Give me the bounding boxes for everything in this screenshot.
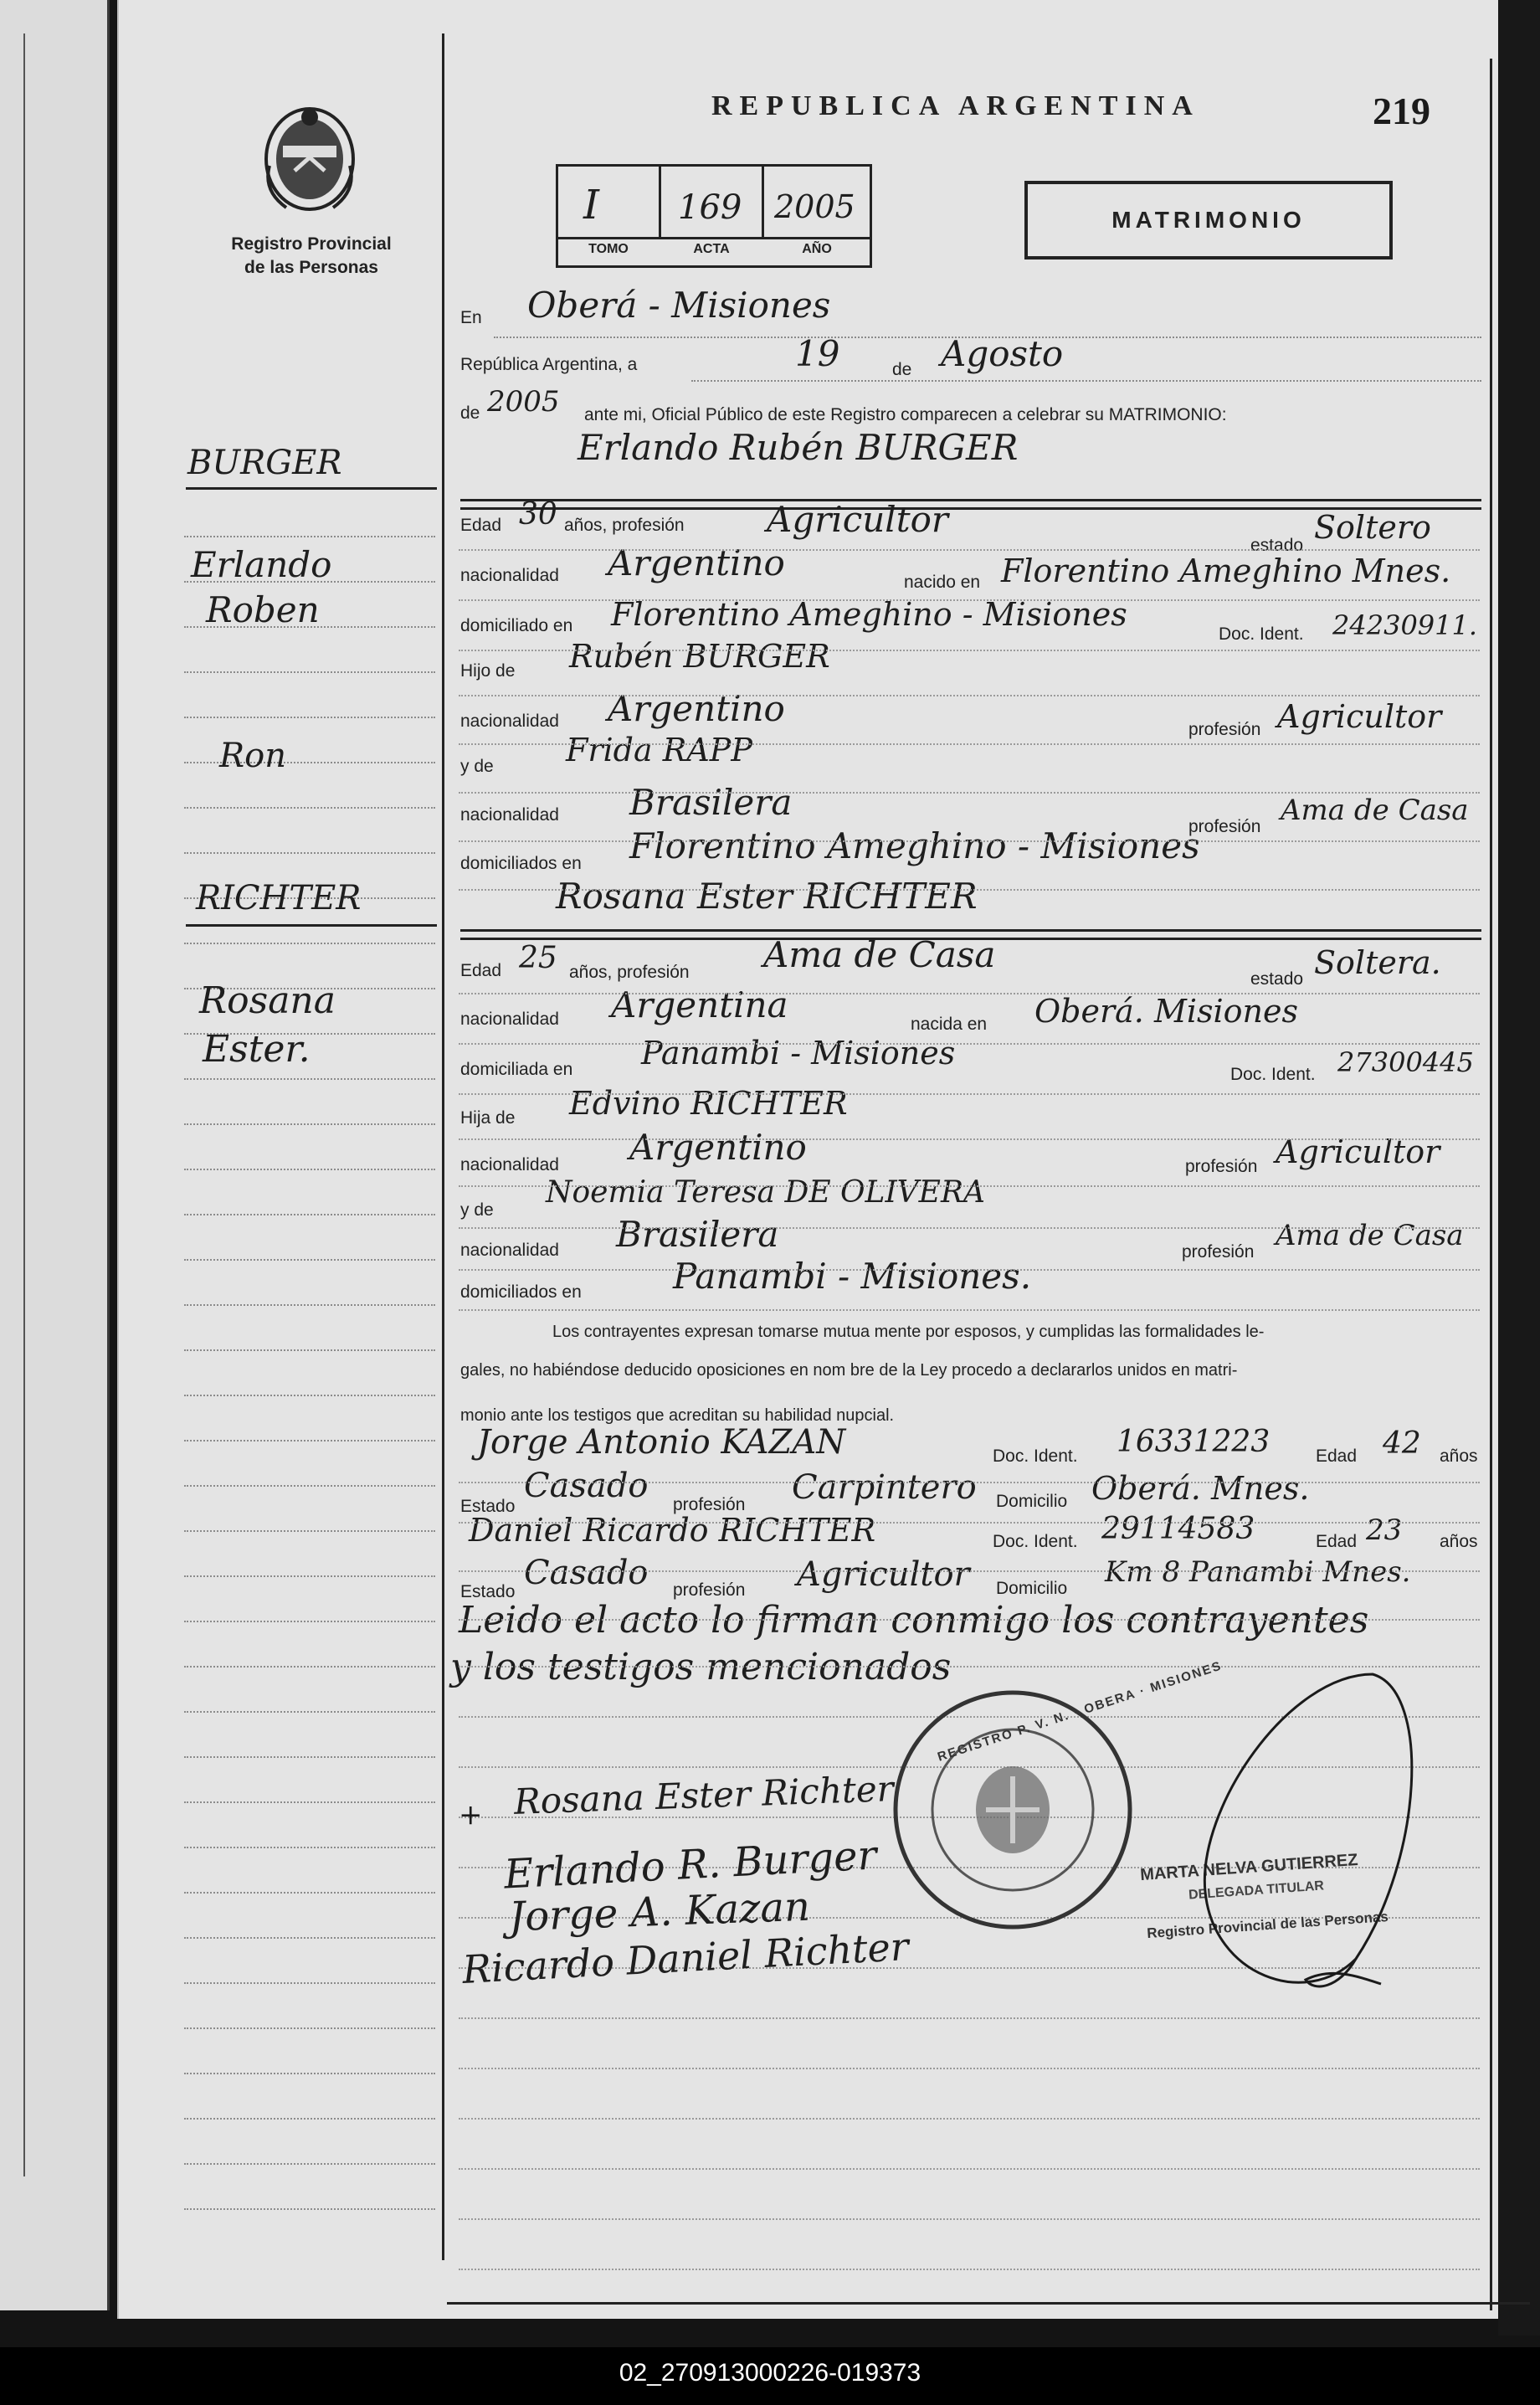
margin-ruled-line: [184, 1169, 435, 1170]
main-ruled-line: [459, 889, 1480, 891]
bride-mother-label: y de: [460, 1200, 494, 1220]
date-line: [691, 380, 1481, 382]
image-id: 02_270913000226-019373: [619, 2359, 921, 2387]
bride-father-nat: Argentino: [629, 1127, 807, 1168]
right-frame: [1490, 59, 1492, 2310]
bride-mother-prof-label: profesión: [1182, 1242, 1255, 1262]
bride-parents-dom-label: domiciliados en: [460, 1282, 582, 1302]
margin-rule: [442, 33, 444, 2260]
witness-1-anos-label: años: [1440, 1447, 1478, 1466]
republica-label: República Argentina, a: [460, 355, 638, 374]
groom-father-nat-label: nacionalidad: [460, 712, 559, 731]
declaration-line-3: monio ante los testigos que acreditan su habilidad nupcial.: [460, 1406, 895, 1425]
bride-full-name: Rosana Ester RICHTER: [556, 876, 978, 917]
witness-2-doc: 29114583: [1101, 1512, 1255, 1546]
bride-nationality: Argentina: [611, 984, 788, 1025]
witness-1-estado: Casado: [524, 1467, 649, 1505]
margin-ruled-line: [184, 1847, 435, 1848]
main-ruled-line: [459, 2118, 1480, 2120]
acta-label: ACTA: [693, 242, 730, 256]
bride-nacionalidad-label: nacionalidad: [460, 1010, 559, 1029]
groom-doc: 24230911.: [1332, 609, 1478, 641]
margin-ruled-line: [184, 671, 435, 673]
main-ruled-line: [459, 549, 1480, 551]
margin-note: Ron: [219, 737, 286, 775]
margin-wife-name-2: Ester.: [203, 1028, 311, 1071]
main-ruled-line: [459, 1227, 1480, 1229]
acta-value: 169: [678, 188, 742, 227]
bride-edad-label: Edad: [460, 961, 502, 980]
groom-mother: Frida RAPP: [566, 732, 752, 768]
margin-ruled-line: [184, 1575, 435, 1577]
margin-ruled-line: [184, 1440, 435, 1441]
groom-estado-label: estado: [1250, 536, 1304, 555]
groom-profession: Agricultor: [767, 499, 948, 540]
closing-line-2: y los testigos mencionados: [450, 1646, 952, 1688]
main-ruled-line: [459, 1482, 1480, 1483]
margin-ruled-line: [184, 1711, 435, 1713]
groom-father-prof-label: profesión: [1188, 720, 1261, 739]
signature-rosana: Rosana Ester Richter: [513, 1768, 895, 1822]
margin-ruled-line: [184, 536, 435, 537]
witness-1-name: Jorge Antonio KAZAN: [477, 1423, 846, 1462]
de-label: de: [892, 360, 912, 379]
main-ruled-line: [459, 1043, 1480, 1045]
act-type-box: MATRIMONIO: [1024, 181, 1393, 260]
country-heading: REPUBLICA ARGENTINA: [711, 90, 1200, 121]
bride-mother-nat-label: nacionalidad: [460, 1241, 559, 1260]
main-ruled-line: [459, 792, 1480, 794]
groom-father: Rubén BURGER: [569, 638, 830, 675]
signature-erlando: Erlando R. Burger: [502, 1832, 878, 1899]
groom-father-prof: Agricultor: [1277, 698, 1442, 735]
witness-2-estado-label: Estado: [460, 1582, 516, 1601]
margin-ruled-line: [184, 2118, 435, 2120]
bride-father-prof-label: profesión: [1185, 1157, 1258, 1176]
year-prefix: de: [460, 403, 480, 423]
witness-1-age: 42: [1383, 1426, 1421, 1461]
margin-ruled-line: [184, 1621, 435, 1622]
witness-2-name: Daniel Ricardo RICHTER: [469, 1512, 876, 1549]
witness-1-profession: Carpintero: [792, 1468, 977, 1507]
witness-2-anos-label: años: [1440, 1532, 1478, 1551]
main-ruled-line: [459, 993, 1480, 994]
groom-mother-prof-label: profesión: [1188, 817, 1261, 836]
main-ruled-line: [459, 1269, 1480, 1271]
ano-label: AÑO: [802, 242, 832, 256]
groom-doc-label: Doc. Ident.: [1219, 624, 1304, 644]
signature-ricardo: Ricardo Daniel Richter: [460, 1924, 910, 1992]
official-seal-stamp: [887, 1684, 1138, 1935]
witness-2-estado: Casado: [524, 1554, 649, 1592]
margin-ruled-line: [184, 717, 435, 718]
declaration-line-1: Los contrayentes expresan tomarse mutua mente por esposos, y cumplidas las formalidades le-: [552, 1323, 1265, 1341]
margin-wife-name-1: Rosana: [199, 979, 336, 1022]
page-number: 219: [1373, 90, 1430, 132]
bride-mother-prof: Ama de Casa: [1276, 1219, 1464, 1252]
bride-doc: 27300445: [1337, 1046, 1474, 1078]
groom-edad-label: Edad: [460, 516, 502, 535]
groom-father-label: Hijo de: [460, 661, 516, 681]
margin-ruled-line: [184, 1530, 435, 1532]
bride-doc-label: Doc. Ident.: [1230, 1065, 1316, 1084]
bride-civil-state: Soltera.: [1314, 944, 1441, 981]
main-ruled-line: [459, 695, 1480, 696]
officer-name: MARTA NELVA GUTIERREZ: [1139, 1850, 1359, 1885]
groom-name-rule: [460, 499, 1481, 501]
margin-ruled-line: [184, 1801, 435, 1803]
background-edge: [1498, 0, 1540, 2336]
margin-husband-name-2: Roben: [206, 589, 320, 630]
witness-2-age: 23: [1366, 1513, 1403, 1547]
groom-mother-nat-label: nacionalidad: [460, 805, 559, 825]
bride-father-nat-label: nacionalidad: [460, 1155, 559, 1174]
bride-birthplace: Oberá. Misiones: [1034, 993, 1299, 1030]
margin-husband-name-1: Erlando: [191, 544, 332, 585]
bride-address: Panambi - Misiones: [641, 1035, 956, 1071]
bottom-frame: [447, 2302, 1493, 2305]
groom-mother-prof: Ama de Casa: [1281, 794, 1469, 827]
main-ruled-line: [459, 650, 1480, 651]
margin-ruled-line: [184, 852, 435, 854]
groom-parents-dom-label: domiciliados en: [460, 854, 582, 873]
groom-nacionalidad-label: nacionalidad: [460, 566, 559, 585]
month-value: Agosto: [941, 333, 1064, 374]
groom-nacido-label: nacido en: [904, 573, 981, 592]
margin-husband-surname: BURGER: [187, 444, 342, 482]
main-ruled-line: [459, 1185, 1480, 1187]
main-ruled-line: [459, 2017, 1480, 2019]
margin-divider-2: [186, 924, 437, 927]
main-ruled-line: [459, 1093, 1480, 1095]
main-ruled-line: [459, 840, 1480, 842]
witness-2-domicilio-label: Domicilio: [996, 1579, 1068, 1598]
main-ruled-line: [459, 599, 1480, 601]
margin-ruled-line: [184, 1937, 435, 1939]
main-ruled-line: [459, 1619, 1480, 1621]
witness-2-edad-label: Edad: [1316, 1532, 1358, 1551]
margin-ruled-line: [184, 1892, 435, 1894]
act-number-box: [556, 164, 872, 268]
coat-of-arms-logo: [258, 99, 362, 218]
groom-father-nat: Argentino: [608, 688, 785, 729]
appearance-statement: ante mi, Oficial Público de este Registro comparecen a celebrar su MATRIMONIO:: [584, 405, 1227, 424]
margin-ruled-line: [184, 1395, 435, 1396]
margin-ruled-line: [184, 2027, 435, 2029]
margin-divider-1: [186, 487, 437, 490]
main-ruled-line: [459, 2269, 1480, 2270]
margin-ruled-line: [184, 1666, 435, 1668]
witness-1-domicilio-label: Domicilio: [996, 1492, 1068, 1511]
main-ruled-line: [459, 1570, 1480, 1572]
margin-ruled-line: [184, 2073, 435, 2074]
margin-ruled-line: [184, 1349, 435, 1351]
page-edge-line: [7, 33, 25, 2176]
main-ruled-line: [459, 2168, 1480, 2170]
officer-organization: Registro Provincial de las Personas: [1146, 1908, 1389, 1942]
margin-ruled-line: [184, 1982, 435, 1984]
bride-father-prof: Agricultor: [1276, 1133, 1440, 1170]
witness-1-profesion-label: profesión: [673, 1495, 746, 1514]
main-ruled-line: [459, 2218, 1480, 2220]
groom-civil-state: Soltero: [1314, 509, 1431, 546]
margin-ruled-line: [184, 807, 435, 809]
groom-full-name: Erlando Rubén BURGER: [578, 427, 1019, 468]
main-ruled-line: [459, 1522, 1480, 1524]
groom-mother-label: y de: [460, 757, 494, 776]
signature-mark: +: [459, 1798, 483, 1832]
groom-anos-profesion-label: años, profesión: [564, 516, 685, 535]
bride-profession: Ama de Casa: [763, 934, 996, 975]
registry-name: Registro Provincial de las Personas: [231, 234, 392, 277]
bride-estado-label: estado: [1250, 969, 1304, 989]
bride-father-label: Hija de: [460, 1108, 516, 1128]
bride-anos-profesion-label: años, profesión: [569, 963, 690, 982]
witness-2-doc-label: Doc. Ident.: [993, 1532, 1078, 1551]
day-value: 19: [795, 333, 840, 374]
witness-2-profession: Agricultor: [797, 1555, 970, 1594]
main-ruled-line: [459, 743, 1480, 745]
main-ruled-line: [459, 1138, 1480, 1140]
bride-nacida-label: nacida en: [911, 1015, 988, 1034]
main-ruled-line: [459, 2068, 1480, 2069]
groom-parents-dom: Florentino Ameghino - Misiones: [629, 825, 1200, 866]
en-label: En: [460, 308, 482, 327]
witness-2-profesion-label: profesión: [673, 1580, 746, 1600]
bride-mother-nat: Brasilera: [616, 1214, 779, 1255]
witness-2-domicilio: Km 8 Panambi Mnes.: [1105, 1555, 1411, 1589]
margin-ruled-line: [184, 1259, 435, 1261]
witness-1-estado-label: Estado: [460, 1497, 516, 1516]
bride-domicilio-label: domiciliada en: [460, 1060, 573, 1079]
groom-address: Florentino Ameghino - Misiones: [611, 596, 1127, 633]
margin-wife-surname: RICHTER: [196, 879, 362, 917]
bride-parents-dom: Panambi - Misiones.: [673, 1256, 1032, 1297]
declaration-line-2: gales, no habiéndose deducido oposiciones en nom bre de la Ley procedo a declararlos unidos en matri-: [460, 1361, 1238, 1380]
margin-ruled-line: [184, 1214, 435, 1215]
margin-ruled-line: [184, 943, 435, 944]
witness-1-edad-label: Edad: [1316, 1447, 1358, 1466]
margin-ruled-line: [184, 1304, 435, 1306]
place-value: Oberá - Misiones: [527, 285, 831, 326]
margin-ruled-line: [184, 2163, 435, 2165]
main-ruled-line: [459, 1309, 1480, 1311]
witness-1-domicilio: Oberá. Mnes.: [1091, 1470, 1310, 1507]
witness-1-doc: 16331223: [1116, 1425, 1270, 1459]
bride-age: 25: [519, 941, 557, 975]
tomo-value: I: [583, 182, 599, 229]
seal-text: REGISTRO P. V. N. · OBERA · MISIONES: [936, 1658, 1224, 1765]
bride-father: Edvino RICHTER: [569, 1085, 848, 1122]
tomo-label: TOMO: [588, 242, 629, 256]
officer-signature: [1188, 1657, 1440, 2009]
margin-ruled-line: [184, 1078, 435, 1080]
margin-ruled-line: [184, 1485, 435, 1487]
year-value: 2005: [487, 385, 560, 419]
margin-ruled-line: [184, 1756, 435, 1758]
margin-ruled-line: [184, 1123, 435, 1125]
groom-domicilio-label: domiciliado en: [460, 616, 573, 635]
groom-age: 30: [519, 497, 557, 532]
signature-jorge: Jorge A. Kazan: [508, 1883, 811, 1941]
groom-mother-nat: Brasilera: [629, 782, 793, 823]
bride-mother: Noemia Teresa DE OLIVERA: [546, 1175, 986, 1210]
witness-1-doc-label: Doc. Ident.: [993, 1447, 1078, 1466]
margin-ruled-line: [184, 2208, 435, 2210]
groom-nationality: Argentino: [608, 542, 785, 583]
ano-value: 2005: [774, 188, 855, 225]
bride-name-rule: [460, 929, 1481, 932]
officer-title: DELEGADA TITULAR: [1188, 1878, 1325, 1903]
closing-line-1: Leido el acto lo firman conmigo los contrayentes: [459, 1599, 1369, 1642]
groom-birthplace: Florentino Ameghino Mnes.: [1001, 552, 1451, 589]
